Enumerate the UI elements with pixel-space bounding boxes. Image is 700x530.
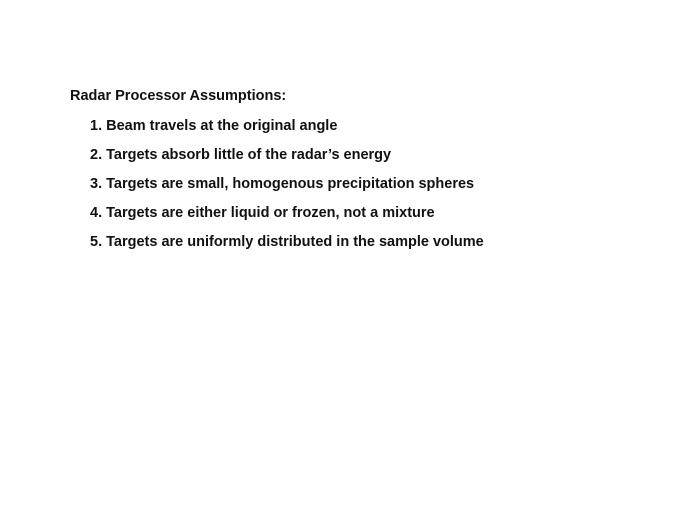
list-item-text: Targets are uniformly distributed in the sample volume — [106, 234, 484, 250]
list-item-text: Targets are either liquid or frozen, not a mixture — [106, 205, 435, 221]
list-item-number: 4. — [90, 205, 103, 221]
list-item-text: Targets are small, homogenous precipitation spheres — [106, 176, 475, 192]
slide-heading: Radar Processor Assumptions: — [70, 88, 287, 104]
list-item — [90, 204, 484, 222]
list-item — [90, 175, 484, 193]
list-item — [90, 233, 484, 251]
assumptions-list — [90, 117, 484, 262]
list-item-number: 2. — [90, 147, 103, 163]
list-item — [90, 146, 484, 164]
list-item-number: 1. — [90, 118, 103, 134]
list-item-text: Targets absorb little of the radar’s energy — [106, 147, 392, 163]
list-item-number: 5. — [90, 234, 103, 250]
list-item — [90, 117, 484, 135]
list-item-text: Beam travels at the original angle — [106, 118, 338, 134]
list-item-number: 3. — [90, 176, 103, 192]
